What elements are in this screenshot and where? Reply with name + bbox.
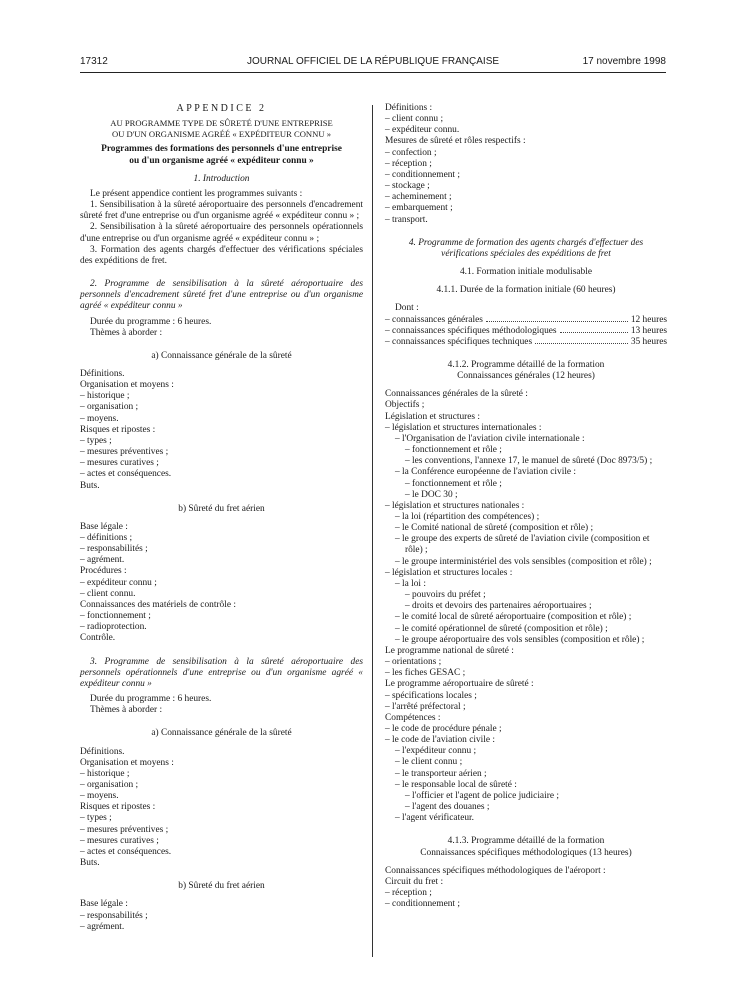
section-4-1-1-title: 4.1.1. Durée de la formation initiale (60 heures)	[436, 285, 616, 296]
intro-title: 1. Introduction	[193, 173, 250, 184]
list-item: Le programme national de sûreté :	[385, 645, 514, 656]
leader-dots	[560, 332, 628, 333]
duration-label: – connaissances spécifiques méthodologiques	[385, 325, 557, 336]
duration-row	[385, 315, 667, 326]
list-item: – orientations ;	[385, 657, 442, 668]
list-item: Contrôle.	[80, 633, 116, 644]
list-item: – client connu.	[80, 588, 136, 599]
list-item: – mesures préventives ;	[80, 824, 169, 835]
list-item: Buts.	[80, 858, 100, 869]
list-item: – mesures curatives ;	[80, 458, 159, 469]
programme-list-1: 1. Sensibilisation à la sûreté aéroportuaire des personnels d'encadrement sûreté fret d'une entreprise ou d'un organisme agréé « expéditeur connu » ;	[80, 200, 363, 222]
list-item: – embarquement ;	[385, 203, 453, 214]
section-4-1-title: 4.1. Formation initiale modulisable	[459, 267, 592, 278]
duration-label: – connaissances spécifiques techniques	[385, 336, 533, 347]
list-item: – expéditeur connu ;	[80, 577, 157, 588]
section-3-themes: Thèmes à aborder :	[90, 705, 163, 716]
list-item: – responsabilités ;	[80, 910, 148, 921]
list-item: Définitions :	[385, 103, 433, 113]
list-item: – historique ;	[80, 391, 130, 402]
list-item: Risques et ripostes :	[80, 802, 156, 813]
list-item: – actes et conséquences.	[80, 846, 172, 857]
list-item: Le programme aéroportuaire de sûreté :	[385, 679, 534, 690]
list-item: – client connu ;	[385, 114, 444, 125]
section-3a-list	[80, 747, 363, 870]
list-item: Organisation et moyens :	[80, 757, 174, 768]
list-item: – l'Organisation de l'aviation civile internationale :	[395, 433, 585, 444]
list-item: – pouvoirs du préfet ;	[405, 590, 486, 601]
list-item: – réception ;	[385, 158, 432, 169]
list-item: Connaissances générales de la sûreté :	[385, 389, 528, 400]
list-item: – mesures curatives ;	[80, 835, 159, 846]
list-item: – moyens.	[80, 413, 119, 424]
list-item: – le comité opérationnel de sûreté (composition et rôle) ;	[395, 623, 608, 634]
list-item: – le comité local de sûreté aéroportuaire (composition et rôle) ;	[395, 612, 632, 623]
list-item: – fonctionnement ;	[80, 611, 151, 622]
list-item: – transport.	[385, 214, 428, 225]
page-header	[80, 56, 666, 72]
column-divider	[372, 105, 373, 957]
section-2-title: 2. Programme de sensibilisation à la sûreté aéroportuaire des personnels d'encadrement sûreté fret d'une entreprise ou d'un organisme agréé « expéditeur connu »	[80, 279, 363, 312]
appendix-subtitle-1: AU PROGRAMME TYPE DE SÛRETÉ D'UNE ENTREPRISE	[110, 118, 333, 129]
list-item: – le client connu ;	[395, 757, 463, 768]
list-item: – acheminement ;	[385, 192, 452, 203]
duration-row	[385, 337, 667, 348]
section-3b-title: b) Sûreté du fret aérien	[178, 881, 265, 892]
list-item: Définitions.	[80, 368, 125, 379]
list-item: – conditionnement ;	[385, 899, 460, 910]
list-item: – fonctionnement et rôle ;	[405, 478, 502, 489]
list-item: Connaissances spécifiques méthodologiques de l'aéroport :	[385, 865, 606, 876]
list-item: Organisation et moyens :	[80, 380, 174, 391]
list-item: Définitions.	[80, 746, 125, 757]
section-3b-list	[80, 899, 363, 932]
programme-list-2: 2. Sensibilisation à la sûreté aéroportuaire des personnels opérationnels d'une entreprise ou d'un organisme agréé « expéditeur connu » ;	[80, 222, 363, 244]
list-item: – le transporteur aérien ;	[395, 768, 487, 779]
list-item: – historique ;	[80, 768, 130, 779]
list-item: – moyens.	[80, 791, 119, 802]
list-item: – fonctionnement et rôle ;	[405, 445, 502, 456]
list-item: – l'arrêté préfectoral ;	[385, 701, 466, 712]
section-4-title: 4. Programme de formation des agents chargés d'effectuer des vérifications spéciales des expéditions de fret	[408, 237, 644, 259]
section-2-themes: Thèmes à aborder :	[90, 327, 163, 338]
section-2-duration: Durée du programme : 6 heures.	[90, 316, 212, 327]
list-item: – la loi :	[395, 578, 426, 589]
section-3-duration: Durée du programme : 6 heures.	[90, 694, 212, 705]
section-4-1-3-list	[385, 866, 667, 911]
leader-dots	[486, 321, 628, 322]
list-item: – l'officier et l'agent de police judiciaire ;	[405, 790, 559, 801]
journal-title: JOURNAL OFFICIEL DE LA RÉPUBLIQUE FRANÇAISE	[246, 56, 500, 67]
programmes-heading-2: ou d'un organisme agréé « expéditeur connu »	[129, 155, 314, 166]
duration-value: 12 heures	[630, 314, 667, 325]
list-item: – la Conférence européenne de l'aviation civile :	[395, 467, 577, 478]
list-item: Circuit du fret :	[385, 876, 444, 887]
list-item: – agrément.	[80, 921, 125, 932]
left-column	[80, 103, 363, 933]
list-item: – législation et structures locales :	[385, 567, 513, 578]
list-item: – législation et structures nationales :	[385, 500, 525, 511]
list-item: – types ;	[80, 813, 112, 824]
section-4-1-3-title: 4.1.3. Programme détaillé de la formation	[447, 836, 605, 847]
list-item: – l'agent des douanes ;	[405, 802, 490, 813]
publication-date: 17 novembre 1998	[582, 56, 666, 67]
list-item: – organisation ;	[80, 402, 139, 413]
list-item: – le code de procédure pénale ;	[385, 723, 502, 734]
definitions-list	[385, 103, 667, 226]
list-item: – les conventions, l'annexe 17, le manuel de sûreté (Doc 8973/5) ;	[405, 456, 653, 467]
header-rule	[80, 72, 666, 73]
list-item: – spécifications locales ;	[385, 690, 477, 701]
list-item: Base légale :	[80, 899, 128, 910]
appendix-subtitle-2: OU D'UN ORGANISME AGRÉÉ « EXPÉDITEUR CONNU »	[111, 129, 331, 140]
list-item: – le groupe aéroportuaire des vols sensibles (composition et rôle) ;	[395, 634, 645, 645]
section-4-1-3-subtitle: Connaissances spécifiques méthodologiques (13 heures)	[420, 847, 632, 858]
list-item: – législation et structures internationales :	[385, 422, 542, 433]
list-item: Risques et ripostes :	[80, 424, 156, 435]
list-item: – types ;	[80, 435, 112, 446]
section-2a-list	[80, 369, 363, 492]
list-item: Objectifs ;	[385, 400, 425, 411]
section-3a-title: a) Connaissance générale de la sûreté	[151, 728, 292, 739]
list-item: – expéditeur connu.	[385, 125, 460, 136]
duration-table	[385, 315, 667, 348]
leader-dots	[535, 343, 628, 344]
right-column	[385, 103, 667, 910]
list-item: – organisation ;	[80, 779, 139, 790]
list-item: – droits et devoirs des partenaires aéroportuaires ;	[405, 601, 592, 612]
programme-list-3: 3. Formation des agents chargés d'effectuer des vérifications spéciales des expéditions de fret.	[80, 244, 363, 266]
list-item: – le DOC 30 ;	[405, 489, 458, 500]
section-2a-title: a) Connaissance générale de la sûreté	[151, 350, 292, 361]
duration-value: 35 heures	[630, 336, 667, 347]
list-item: – conditionnement ;	[385, 169, 460, 180]
list-item: Législation et structures :	[385, 411, 481, 422]
list-item: Compétences :	[385, 712, 441, 723]
list-item: – les fiches GESAC ;	[385, 668, 466, 679]
list-item: – radioprotection.	[80, 622, 147, 633]
section-2b-title: b) Sûreté du fret aérien	[178, 503, 265, 514]
list-item: – définitions ;	[80, 533, 133, 543]
list-item: Buts.	[80, 480, 100, 491]
appendix-title: APPENDICE 2	[176, 103, 267, 114]
duration-row	[385, 326, 667, 337]
page-number: 17312	[80, 56, 108, 67]
duration-value: 13 heures	[630, 325, 667, 336]
list-item: – le Comité national de sûreté (composition et rôle) ;	[395, 523, 594, 534]
section-4-1-2-title: 4.1.2. Programme détaillé de la formation	[447, 359, 605, 370]
list-item: – l'agent vérificateur.	[395, 813, 474, 824]
list-item: – responsabilités ;	[80, 544, 148, 555]
list-item: – le responsable local de sûreté :	[395, 779, 517, 790]
list-item: Procédures :	[80, 566, 127, 577]
dont-label: Dont :	[395, 303, 419, 314]
list-item: – le groupe interministériel des vols sensibles (composition et rôle) ;	[395, 556, 652, 567]
list-item: – la loi (répartition des compétences) ;	[395, 512, 540, 522]
list-item: Mesures de sûreté et rôles respectifs :	[385, 136, 526, 147]
section-3-title: 3. Programme de sensibilisation à la sûreté aéroportuaire des personnels opérationnels d'une entreprise ou d'un organisme agréé « expéditeur connu »	[80, 656, 363, 689]
list-item: – agrément.	[80, 555, 125, 566]
list-item: – l'expéditeur connu ;	[395, 746, 477, 757]
section-4-1-2-list	[385, 389, 667, 824]
section-2b-list	[80, 522, 363, 645]
duration-label: – connaissances générales	[385, 314, 483, 325]
list-item: – réception ;	[385, 888, 432, 898]
list-item: – mesures préventives ;	[80, 447, 169, 458]
list-item: – confection ;	[385, 147, 437, 158]
programmes-heading-1: Programmes des formations des personnels d'une entreprise	[101, 144, 342, 155]
list-item: – le code de l'aviation civile :	[385, 735, 495, 746]
section-4-1-2-subtitle: Connaissances générales (12 heures)	[457, 371, 595, 382]
intro-text: Le présent appendice contient les programmes suivants :	[90, 188, 303, 199]
list-item: – stockage ;	[385, 181, 430, 192]
list-item: – le groupe des experts de sûreté de l'aviation civile (composition et rôle) ;	[395, 534, 650, 556]
list-item: – actes et conséquences.	[80, 469, 172, 480]
list-item: Base légale :	[80, 521, 128, 532]
list-item: Connaissances des matériels de contrôle :	[80, 599, 236, 610]
